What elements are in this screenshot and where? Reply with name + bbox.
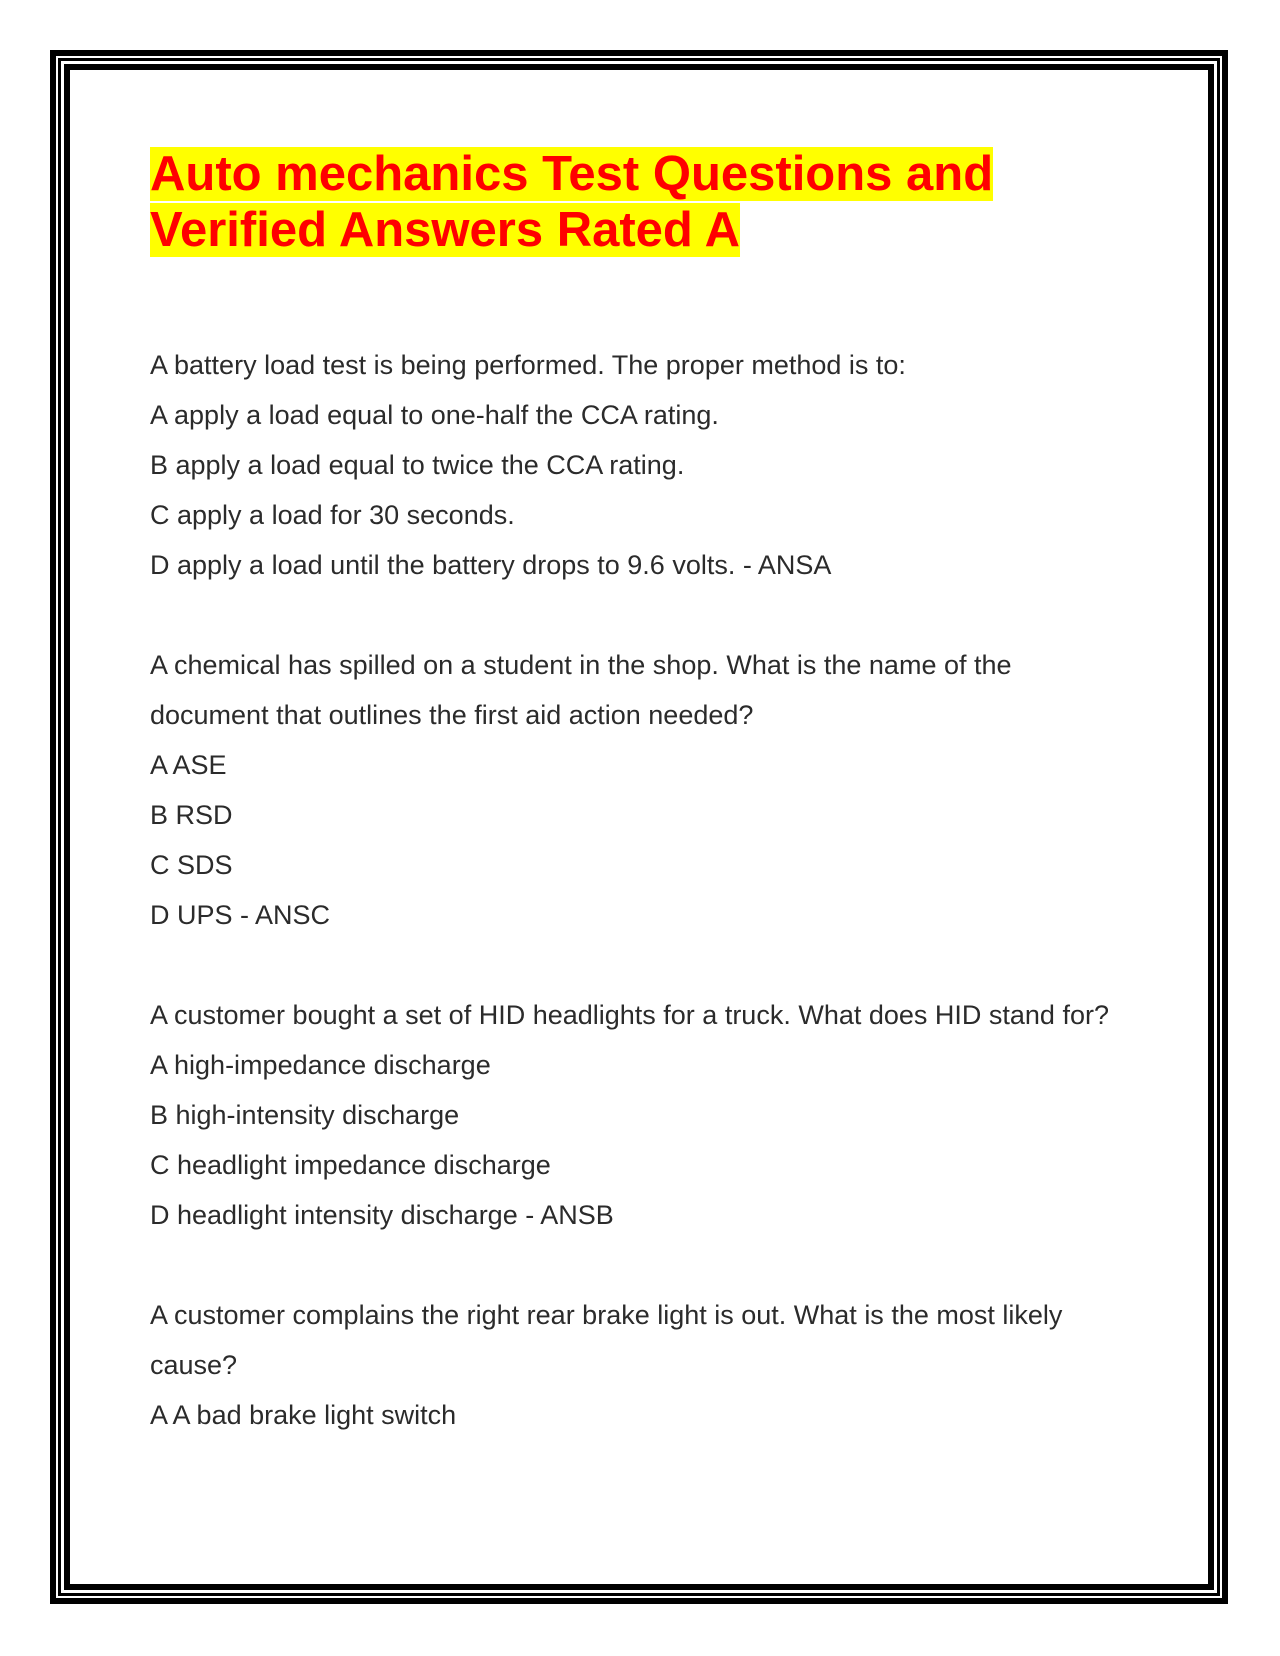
document-title [150, 146, 1110, 258]
question-text: A customer bought a set of HID headlights for a truck. What does HID stand for? [150, 1000, 1109, 1030]
question-block [150, 1290, 1110, 1440]
question-text: A battery load test is being performed. The proper method is to: [150, 350, 906, 380]
answer-option: C apply a load for 30 seconds. [150, 500, 515, 530]
question-block [150, 640, 1110, 940]
question-list [150, 340, 1110, 1440]
answer-option: A high-impedance discharge [150, 1050, 491, 1080]
answer-option: B high-intensity discharge [150, 1100, 460, 1130]
answer-option: C SDS [150, 850, 233, 880]
title-line-2: Verified Answers Rated A [150, 203, 741, 257]
answer-option: A apply a load equal to one-half the CCA rating. [150, 400, 719, 430]
question-text: A chemical has spilled on a student in the shop. What is the name of the document that outlines the first aid action needed? [150, 650, 1012, 730]
answer-option: B apply a load equal to twice the CCA rating. [150, 450, 685, 480]
question-block [150, 340, 1110, 590]
answer-option: D UPS - ANSC [150, 900, 331, 930]
answer-option: C headlight impedance discharge [150, 1150, 551, 1180]
answer-option: A ASE [150, 750, 227, 780]
question-block [150, 990, 1110, 1240]
answer-option: A A bad brake light switch [150, 1400, 457, 1430]
title-line-1: Auto mechanics Test Questions and [150, 147, 994, 201]
answer-option: D apply a load until the battery drops to 9.6 volts. - ANSA [150, 550, 832, 580]
document-content [150, 146, 1110, 1490]
answer-option: D headlight intensity discharge - ANSB [150, 1200, 614, 1230]
question-text: A customer complains the right rear brake light is out. What is the most likely cause? [150, 1300, 1063, 1380]
answer-option: B RSD [150, 800, 233, 830]
